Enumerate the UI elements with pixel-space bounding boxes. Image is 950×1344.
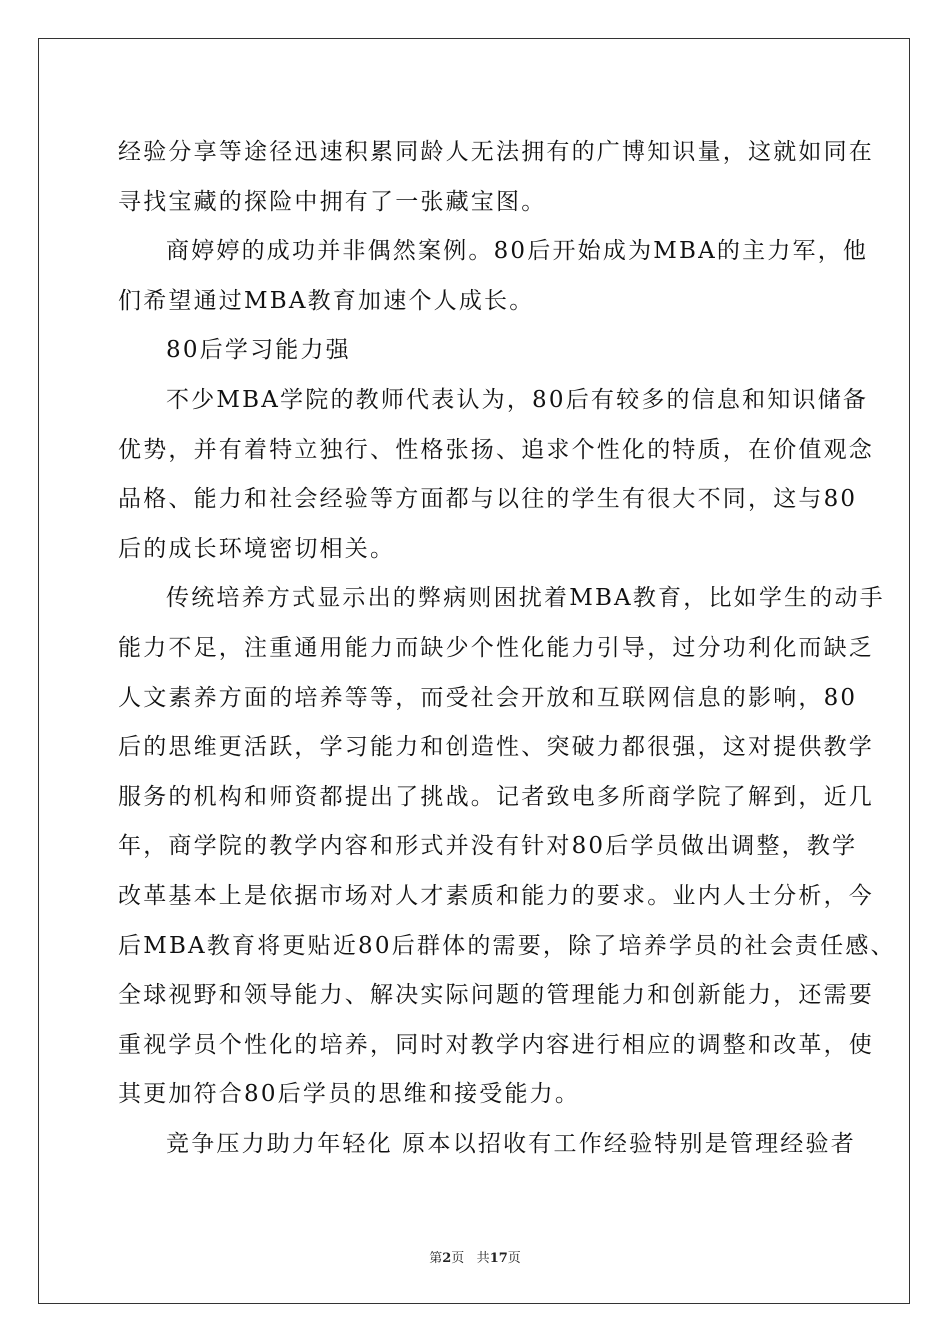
text-line: 们希望通过MBA教育加速个人成长。 [118,287,535,314]
text-line: 后的思维更活跃，学习能力和创造性、突破力都很强，这对提供教学 [118,734,874,761]
paragraph-start: 传统培养方式显示出的弊病则困扰着MBA教育，比如学生的动手 [166,585,885,612]
page-suffix: 页 [451,1251,465,1266]
text-line: 寻找宝藏的探险中拥有了一张藏宝图。 [118,188,547,215]
text-line: 品格、能力和社会经验等方面都与以往的学生有很大不同，这与80 [118,486,858,513]
text-line: 能力不足，注重通用能力而缺少个性化能力引导，过分功利化而缺乏 [118,634,874,661]
document-body [118,128,896,1169]
text-line: 优势，并有着特立独行、性格张扬、追求个性化的特质，在价值观念 [118,436,874,463]
total-suffix: 页 [507,1251,521,1266]
text-line: 年，商学院的教学内容和形式并没有针对80后学员做出调整，教学 [118,833,858,860]
paragraph-start: 不少MBA学院的教师代表认为，80后有较多的信息和知识储备 [166,386,869,413]
text-line: 后MBA教育将更贴近80后群体的需要，除了培养学员的社会责任感、 [118,932,896,959]
text-line: 全球视野和领导能力、解决实际问题的管理能力和创新能力，还需要 [118,982,874,1009]
text-line: 经验分享等途径迅速积累同龄人无法拥有的广博知识量，这就如同在 [118,139,874,165]
page-number: 2 [442,1251,452,1266]
text-line: 改革基本上是依据市场对人才素质和能力的要求。业内人士分析，今 [118,882,874,909]
page-footer [0,1247,950,1266]
paragraph-start: 竞争压力助力年轻化 原本以招收有工作经验特别是管理经验者 [166,1130,856,1157]
paragraph-start: 商婷婷的成功并非偶然案例。80后开始成为MBA的主力军，他 [166,238,869,265]
text-line: 重视学员个性化的培养，同时对教学内容进行相应的调整和改革，使 [118,1031,874,1058]
total-prefix: 共 [476,1251,490,1266]
section-heading: 80后学习能力强 [166,337,351,364]
total-pages: 17 [489,1251,508,1266]
text-line: 后的成长环境密切相关。 [118,535,396,562]
page-prefix: 第 [429,1251,443,1266]
text-line: 其更加符合80后学员的思维和接受能力。 [118,1081,581,1108]
text-line: 服务的机构和师资都提出了挑战。记者致电多所商学院了解到，近几 [118,783,874,810]
text-line: 人文素养方面的培养等等，而受社会开放和互联网信息的影响，80 [118,684,858,711]
